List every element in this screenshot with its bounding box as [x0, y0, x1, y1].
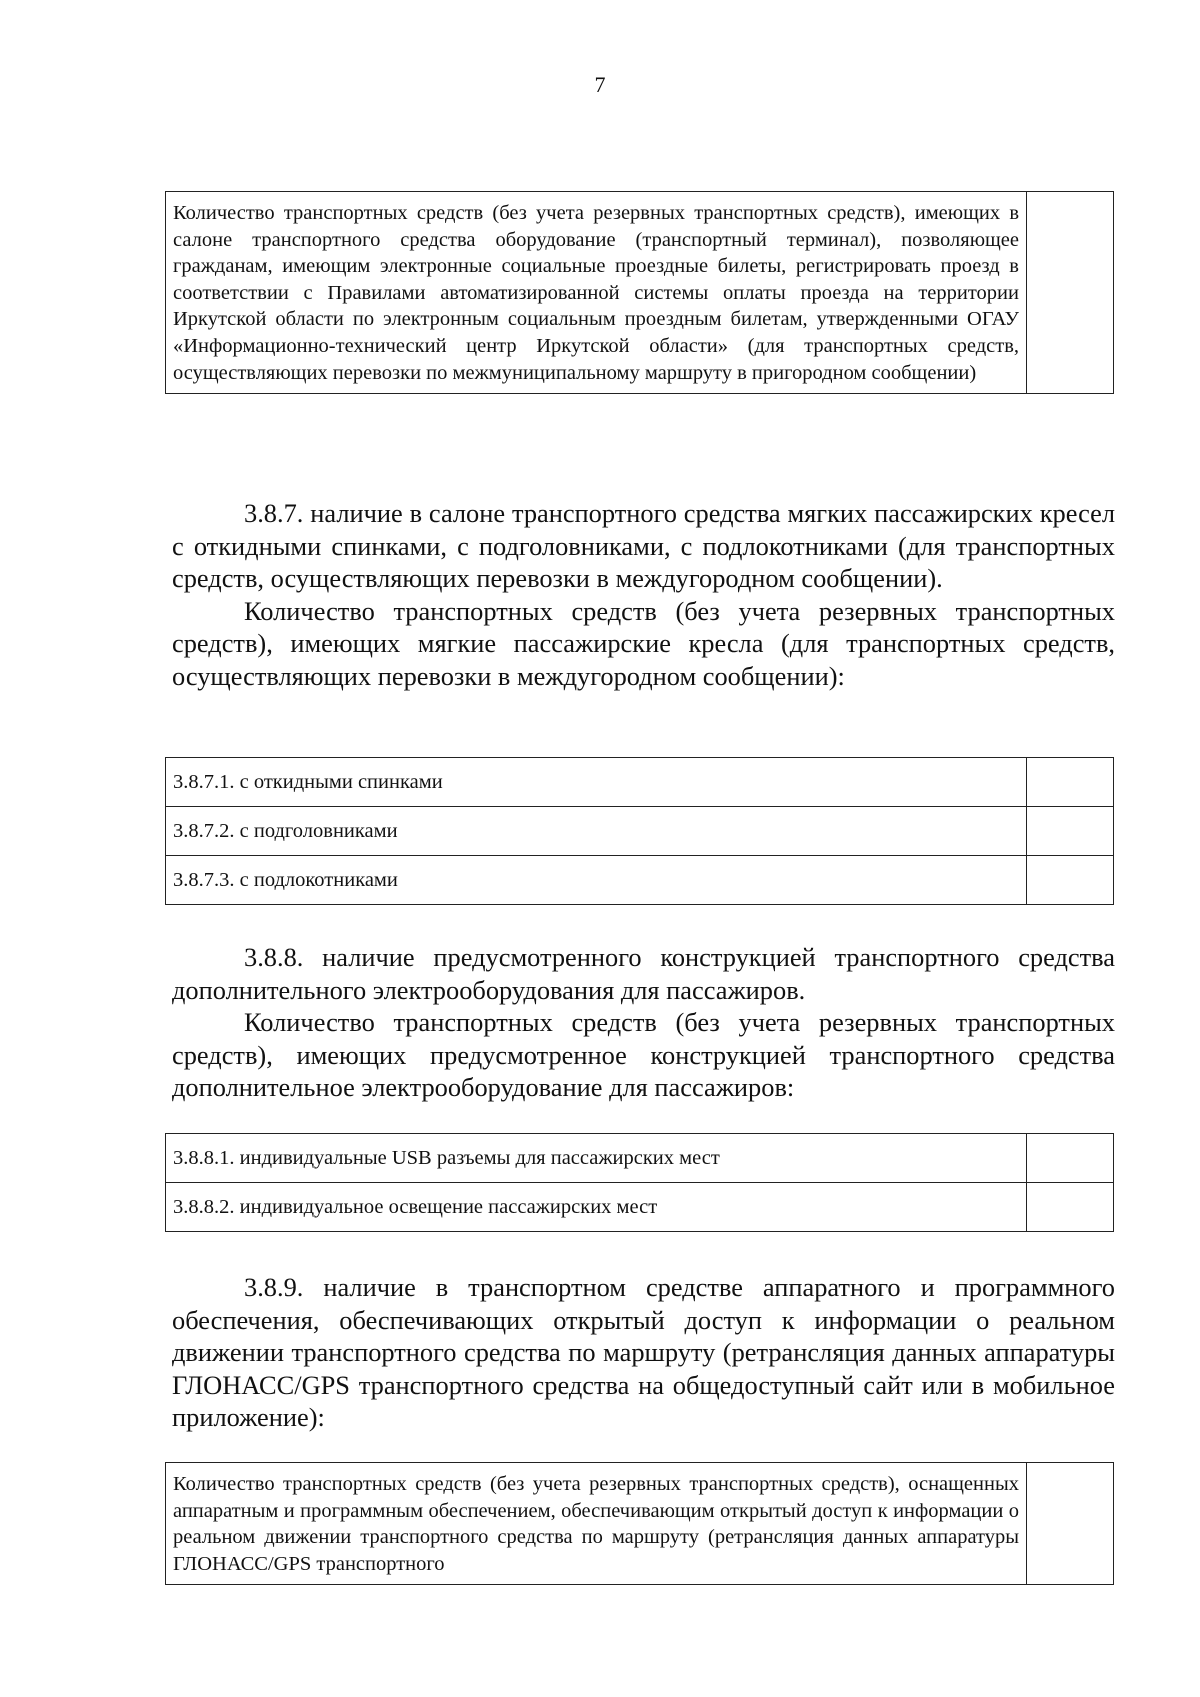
table-glonass [165, 1462, 1114, 1585]
section-387-text [172, 497, 1115, 692]
paragraph: Количество транспортных средств (без учета резервных транспортных средств), имеющих предусмотренное конструкцией транспортного средства дополнительное электрооборудование для пассажиров: [172, 1007, 1115, 1102]
value-cell [1027, 856, 1114, 905]
value-cell [1027, 1183, 1114, 1232]
table-row-label: 3.8.8.1. индивидуальные USB разъемы для пассажирских мест [166, 1134, 1027, 1183]
paragraph: 3.8.8. наличие предусмотренного конструкцией транспортного средства дополнительного электрооборудования для пассажиров. [172, 942, 1115, 1005]
table-cell-text: Количество транспортных средств (без учета резервных транспортных средств), оснащенных аппаратным и программным обеспечением, обеспечивающим открытый доступ к информации о реальном движении транспортного средства по маршруту (ретрансляция данных аппаратуры ГЛОНАСС/GPS транспортного [166, 1463, 1027, 1585]
table-seats [165, 757, 1114, 905]
table-row-label: 3.8.8.2. индивидуальное освещение пассажирских мест [166, 1183, 1027, 1232]
value-cell [1027, 807, 1114, 856]
section-389-text [172, 1271, 1115, 1434]
table-cell-text: Количество транспортных средств (без учета резервных транспортных средств), имеющих в салоне транспортного средства оборудование (транспортный терминал), позволяющее гражданам, имеющим электронные социальные проездные билеты, регистрировать проезд в соответствии с Правилами автоматизированной системы оплаты проезда на территории Иркутской области по электронным социальным проездным билетам, утвержденными ОГАУ «Информационно-технический центр Иркутской области» (для транспортных средств, осуществляющих перевозки по межмуниципальному маршруту в пригородном сообщении) [166, 192, 1027, 394]
table-row-label: 3.8.7.3. с подлокотниками [166, 856, 1027, 905]
table-row-label: 3.8.7.2. с подголовниками [166, 807, 1027, 856]
table-electrical [165, 1133, 1114, 1232]
value-cell [1027, 192, 1114, 394]
section-388-text [172, 941, 1115, 1104]
table-ticket-terminal [165, 191, 1114, 394]
paragraph: 3.8.9. наличие в транспортном средстве аппаратного и программного обеспечения, обеспечивающих открытый доступ к информации о реальном движении транспортного средства по маршруту (ретрансляция данных аппаратуры ГЛОНАСС/GPS транспортного средства на общедоступный сайт или в мобильное приложение): [172, 1272, 1115, 1432]
value-cell [1027, 1134, 1114, 1183]
table-row-label: 3.8.7.1. с откидными спинками [166, 758, 1027, 807]
value-cell [1027, 758, 1114, 807]
paragraph: 3.8.7. наличие в салоне транспортного средства мягких пассажирских кресел с откидными спинками, с подголовниками, с подлокотниками (для транспортных средств, осуществляющих перевозки в междугородном сообщении). [172, 498, 1115, 593]
paragraph: Количество транспортных средств (без учета резервных транспортных средств), имеющих мягкие пассажирские кресла (для транспортных средств, осуществляющих перевозки в междугородном сообщении): [172, 595, 1115, 691]
value-cell [1027, 1463, 1114, 1585]
page-number: 7 [594, 72, 606, 97]
